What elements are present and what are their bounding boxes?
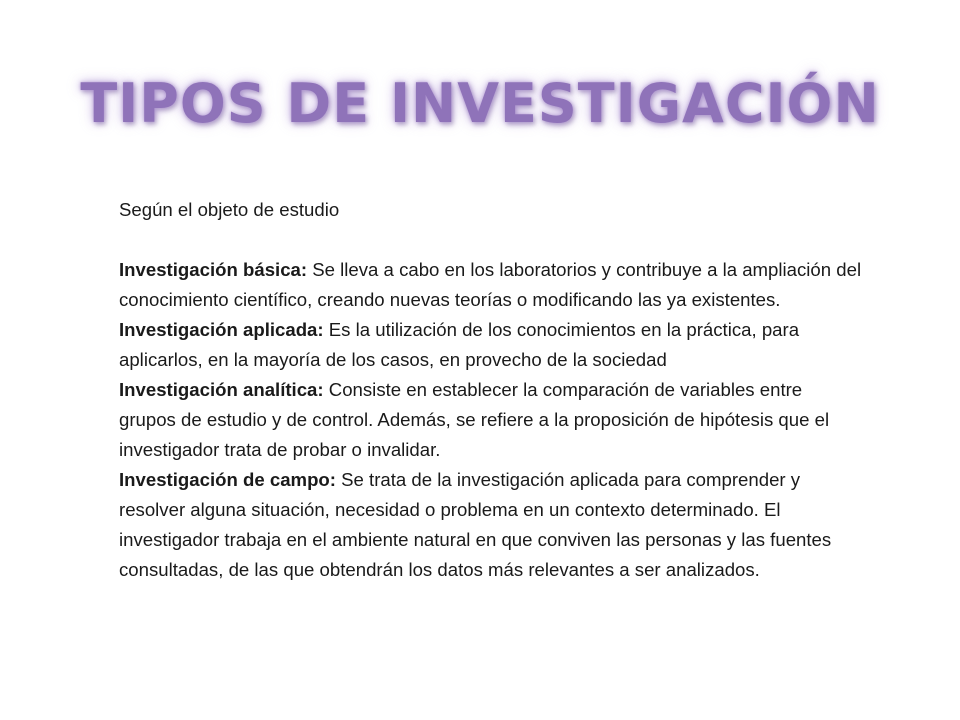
item-text: Se lleva a cabo en los laboratorios y contribuye a la ampliación del conocimiento científico, creando nuevas teorías o modificando las ya existentes.: [119, 259, 862, 310]
slide-title: TIPOS DE INVESTIGACIÓN: [80, 72, 880, 135]
item-text: Es la utilización de los conocimientos en la práctica, para aplicarlos, en la mayoría de los casos, en provecho de la sociedad: [119, 319, 800, 370]
item-term: Investigación aplicada:: [119, 319, 324, 340]
item-analitica: [119, 375, 864, 465]
item-text: Consiste en establecer la comparación de variables entre grupos de estudio y de control. Además, se refiere a la proposición de hipótesis que el investigador trata de probar o invalidar.: [119, 379, 830, 460]
paragraph-spacer: [119, 225, 864, 255]
item-campo: [119, 465, 864, 585]
item-aplicada: [119, 315, 864, 375]
item-basica: [119, 255, 864, 315]
section-subtitle: Según el objeto de estudio: [119, 199, 340, 220]
item-term: Investigación de campo:: [119, 469, 336, 490]
item-text: Se trata de la investigación aplicada para comprender y resolver alguna situación, necesidad o problema en un contexto determinado. El investigador trabaja en el ambiente natural en que conviven las personas y las fuentes consultadas, de las que obtendrán los datos más relevantes a ser analizados.: [119, 469, 832, 580]
slide-body: [119, 195, 864, 585]
item-term: Investigación básica:: [119, 259, 308, 280]
item-term: Investigación analítica:: [119, 379, 324, 400]
